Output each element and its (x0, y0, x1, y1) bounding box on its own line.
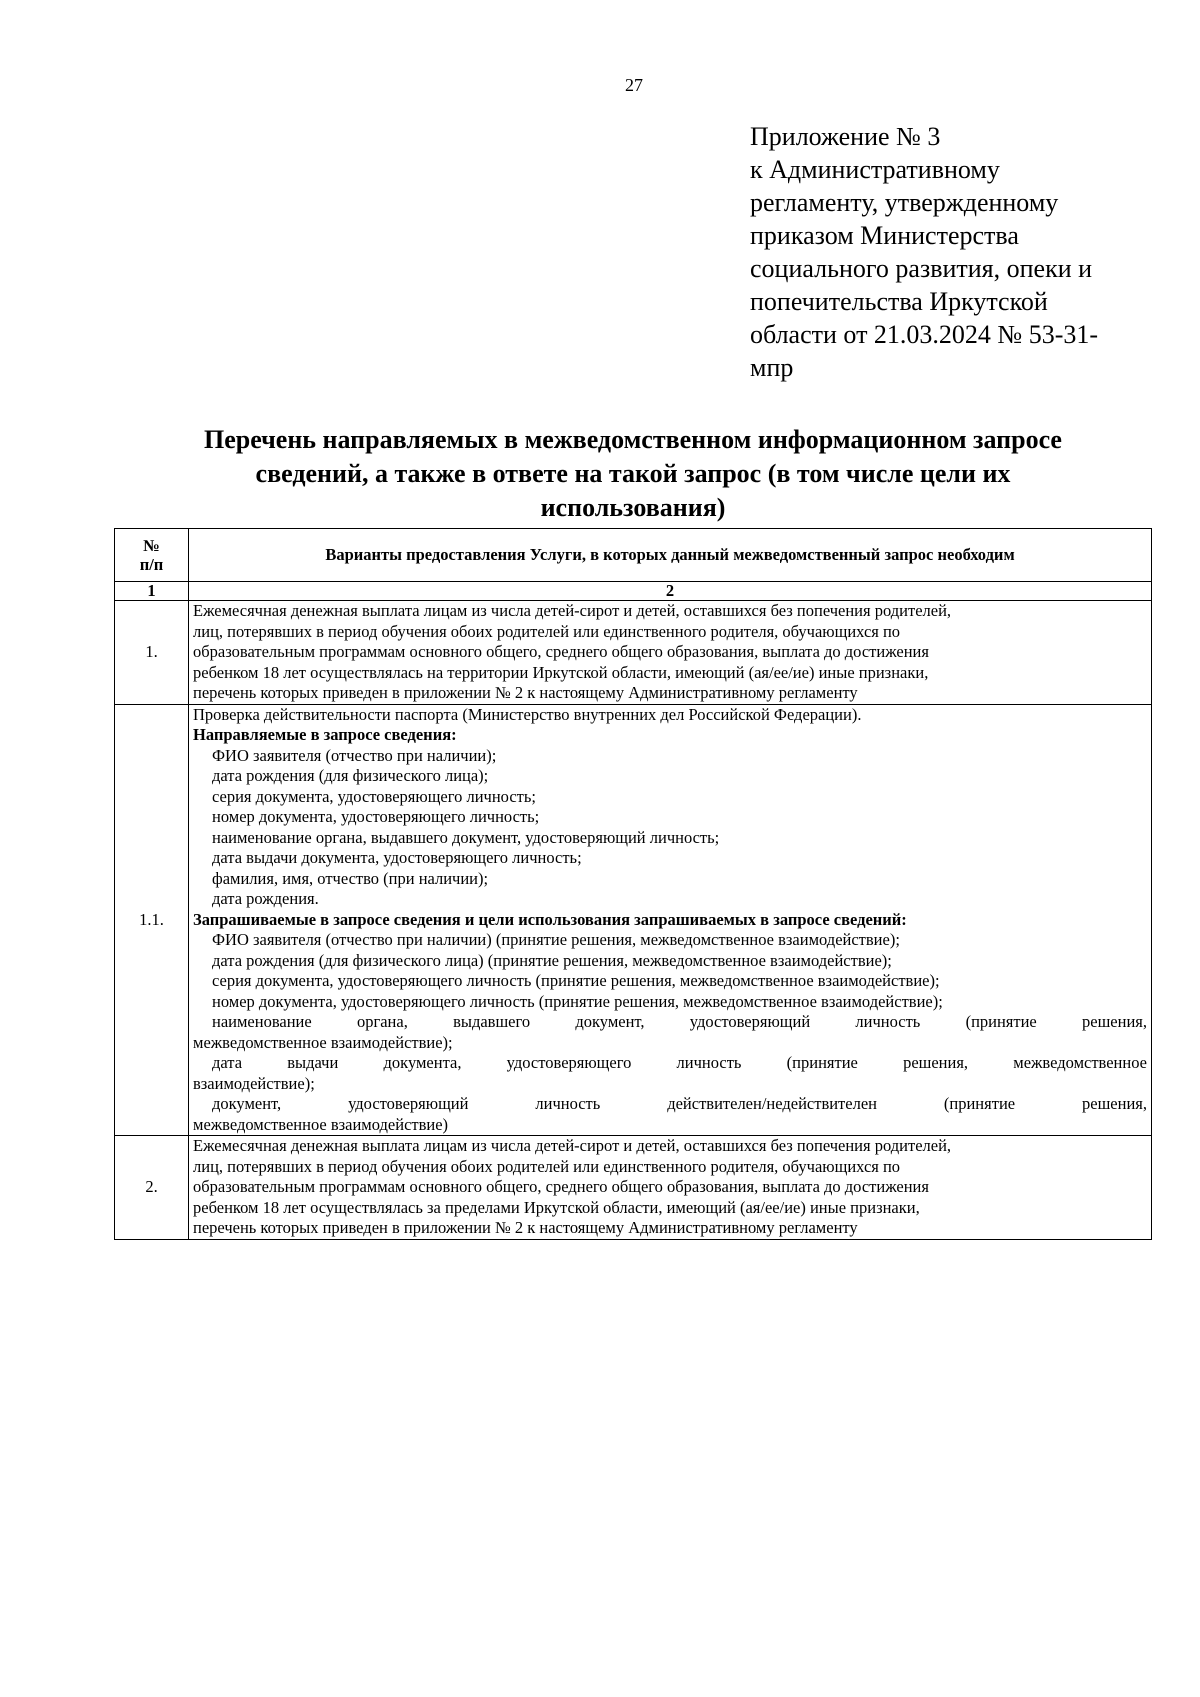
table-header-row (115, 529, 1152, 582)
sent-data-item: дата выдачи документа, удостоверяющего личность; (212, 848, 582, 867)
requested-data-item: наименование органа, выдавшего документ, удостоверяющий личность (принятие решения, (212, 1012, 1147, 1031)
header-variants: Варианты предоставления Услуги, в которых данный межведомственный запрос необходим (189, 529, 1152, 582)
requested-data-item: документ, удостоверяющий личность действителен/недействителен (принятие решения, (212, 1094, 1147, 1113)
text-line: перечень которых приведен в приложении № 2 к настоящему Административному регламенту (193, 683, 858, 702)
row-content (189, 704, 1152, 1136)
text-line: Ежемесячная денежная выплата лицам из числа детей-сирот и детей, оставшихся без попечения родителей, (193, 601, 952, 620)
requested-data-item: ФИО заявителя (отчество при наличии) (принятие решения, межведомственное взаимодействие); (212, 930, 900, 949)
sent-data-heading: Направляемые в запросе сведения: (193, 725, 457, 744)
appendix-line: области от 21.03.2024 № 53-31- (750, 320, 1099, 349)
row-number: 1.1. (115, 704, 189, 1136)
text-line: ребенком 18 лет осуществлялась за пределами Иркутской области, имеющий (ая/ее/ие) иные признаки, (193, 1197, 920, 1217)
index-cell: 2 (189, 582, 1152, 601)
appendix-block (750, 120, 1170, 384)
index-cell: 1 (115, 582, 189, 601)
title-line: использования) (540, 493, 726, 522)
text-line: ребенком 18 лет осуществлялась на территории Иркутской области, имеющий (ая/ее/ие) иные признаки, (193, 662, 929, 682)
requested-data-item-continuation: межведомственное взаимодействие); (193, 1032, 453, 1052)
table-row (115, 704, 1152, 1136)
text-line: Ежемесячная денежная выплата лицам из числа детей-сирот и детей, оставшихся без попечения родителей, (193, 1136, 952, 1155)
table-row (115, 1136, 1152, 1240)
page-number: 27 (625, 75, 643, 95)
sent-data-item: фамилия, имя, отчество (при наличии); (212, 868, 489, 888)
text-line: образовательным программам основного общего, среднего общего образования, выплата до достижения (193, 642, 929, 661)
text-line: лиц, потерявших в период обучения обоих родителей или единственного родителя, обучающихся по (193, 1156, 901, 1176)
requested-data-item-continuation: межведомственное взаимодействие) (193, 1114, 449, 1134)
appendix-line: Приложение № 3 (750, 122, 941, 151)
appendix-line: приказом Министерства (750, 221, 1019, 250)
appendix-line: регламенту, утвержденному (750, 188, 1059, 217)
header-number-sign: № (143, 536, 160, 555)
row-number: 1. (115, 601, 189, 705)
title-line: сведений, а также в ответе на такой запрос (в том числе цели их (255, 459, 1011, 488)
requested-data-item: дата выдачи документа, удостоверяющего личность (принятие решения, межведомственное (212, 1053, 1147, 1072)
requested-data-heading: Запрашиваемые в запросе сведения и цели использования запрашиваемых в запросе сведений: (193, 909, 907, 929)
request-intro: Проверка действительности паспорта (Министерство внутренних дел Российской Федерации). (193, 704, 862, 724)
sent-data-item: наименование органа, выдавшего документ, удостоверяющий личность; (212, 827, 720, 847)
sent-data-item: ФИО заявителя (отчество при наличии); (212, 745, 497, 765)
row-number: 2. (115, 1136, 189, 1240)
header-number (115, 529, 189, 582)
requests-table (114, 528, 1152, 1240)
text-line: лиц, потерявших в период обучения обоих родителей или единственного родителя, обучающихся по (193, 621, 901, 641)
row-content (189, 601, 1152, 705)
sent-data-item: дата рождения. (212, 889, 319, 908)
appendix-line: к Административному (750, 155, 1000, 184)
title-line: Перечень направляемых в межведомственном информационном запросе (204, 425, 1062, 454)
text-line: образовательным программам основного общего, среднего общего образования, выплата до достижения (193, 1177, 929, 1196)
sent-data-item: серия документа, удостоверяющего личность; (212, 786, 536, 806)
row-content (189, 1136, 1152, 1240)
requested-data-item: дата рождения (для физического лица) (принятие решения, межведомственное взаимодействие); (212, 950, 892, 970)
sent-data-item: номер документа, удостоверяющего личность; (212, 807, 540, 826)
requested-data-item: номер документа, удостоверяющего личность (принятие решения, межведомственное взаимодействие); (212, 991, 943, 1011)
table-index-row (115, 582, 1152, 601)
sent-data-item: дата рождения (для физического лица); (212, 766, 489, 785)
appendix-line: социального развития, опеки и (750, 254, 1093, 283)
header-number-abbr: п/п (139, 555, 164, 574)
document-title (115, 423, 1151, 525)
appendix-line: мпр (750, 353, 794, 382)
text-line: перечень которых приведен в приложении № 2 к настоящему Административному регламенту (193, 1218, 858, 1237)
requested-data-item-continuation: взаимодействие); (193, 1073, 315, 1093)
appendix-line: попечительства Иркутской (750, 287, 1048, 316)
table-row (115, 601, 1152, 705)
requested-data-item: серия документа, удостоверяющего личность (принятие решения, межведомственное взаимодействие); (212, 971, 940, 990)
